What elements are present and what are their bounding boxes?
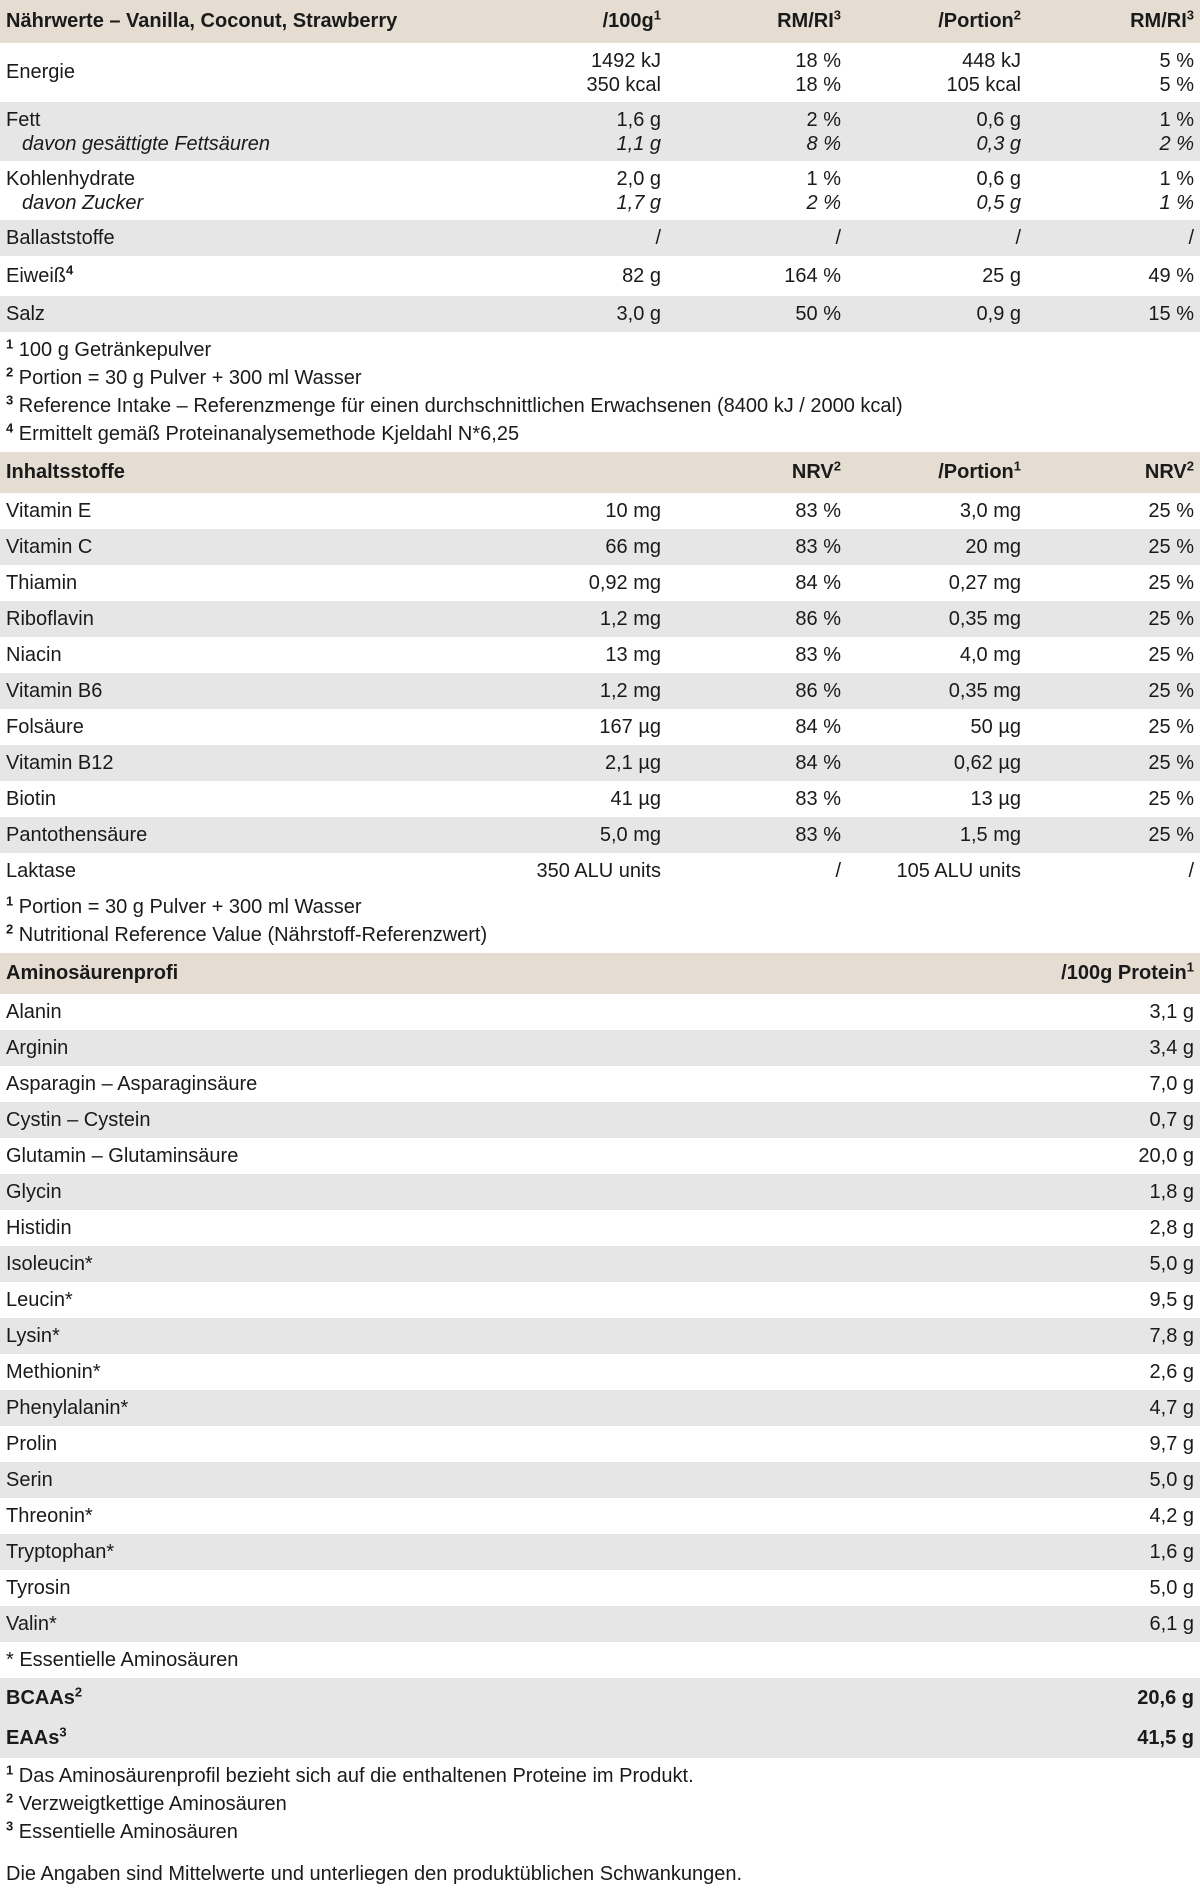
amino-row	[0, 994, 1200, 1030]
footnote: $^3$ Reference Intake – Referenzmenge für einen durchschnittlichen Erwachsenen (8400 kJ / 2000 kcal)	[6, 392, 903, 417]
amino-name: Threonin*	[0, 1498, 900, 1534]
disclaimer: Die Angaben sind Mittelwerte und unterliegen den produktüblichen Schwankungen.	[6, 1863, 743, 1885]
amino-name: Isoleucin*	[0, 1246, 900, 1282]
footnote: $^3$ Essentielle Aminosäuren	[6, 1818, 238, 1843]
amino-row	[0, 1426, 1200, 1462]
amino-row	[0, 1138, 1200, 1174]
ingredient-value: 25 %	[1027, 781, 1200, 817]
ingredient-name: Vitamin B12	[0, 745, 490, 781]
ingredient-value: 86 %	[667, 673, 847, 709]
ingredient-row	[0, 673, 1200, 709]
ingredient-value: 13 mg	[490, 637, 667, 673]
amino-value: 7,0 g	[900, 1066, 1200, 1102]
row-ballaststoffe: Ballaststoffe / / / /	[0, 220, 1200, 256]
ingredient-value: 1,2 mg	[490, 601, 667, 637]
amino-name: Glutamin – Glutaminsäure	[0, 1138, 900, 1174]
ingredients-footnotes	[0, 889, 1200, 953]
ingredient-value: 86 %	[667, 601, 847, 637]
ingredient-name: Niacin	[0, 637, 490, 673]
amino-name: Phenylalanin*	[0, 1390, 900, 1426]
footnote: $^2$ Nutritional Reference Value (Nährstoff-Referenzwert)	[6, 921, 488, 946]
amino-name: Lysin*	[0, 1318, 900, 1354]
amino-title: Aminosäurenprofi	[0, 953, 900, 994]
col-per-portion: /Portion$^2$	[847, 0, 1027, 43]
ingredient-value: 350 ALU units	[490, 853, 667, 889]
amino-name: Alanin	[0, 994, 900, 1030]
nutrition-header-row	[0, 0, 1200, 43]
amino-value: 9,7 g	[900, 1426, 1200, 1462]
footnote: $^2$ Verzweigtkettige Aminosäuren	[6, 1790, 287, 1815]
footnote: $^1$ Das Aminosäurenprofil bezieht sich auf die enthaltenen Proteine im Produkt.	[6, 1762, 694, 1787]
row-bcaa: BCAAs$^2$ 20,6 g	[0, 1678, 1200, 1718]
ingredient-value: 1,2 mg	[490, 673, 667, 709]
ingredient-value: 0,62 µg	[847, 745, 1027, 781]
ingredient-value: 13 µg	[847, 781, 1027, 817]
amino-name: Serin	[0, 1462, 900, 1498]
ingredient-value: 0,92 mg	[490, 565, 667, 601]
ingredient-row	[0, 565, 1200, 601]
ingredient-row	[0, 529, 1200, 565]
ingredient-value: 84 %	[667, 709, 847, 745]
ingredient-row	[0, 709, 1200, 745]
ingredients-body	[0, 493, 1200, 889]
ingredient-value: 25 %	[1027, 817, 1200, 853]
amino-value: 1,6 g	[900, 1534, 1200, 1570]
ingredient-row	[0, 745, 1200, 781]
ingredient-value: 0,35 mg	[847, 673, 1027, 709]
amino-row	[0, 1498, 1200, 1534]
ingredient-value: 2,1 µg	[490, 745, 667, 781]
ingredient-value: 167 µg	[490, 709, 667, 745]
ingredient-value: 0,27 mg	[847, 565, 1027, 601]
ingredient-value: /	[667, 853, 847, 889]
ingredient-name: Laktase	[0, 853, 490, 889]
row-eaa: EAAs$^3$ 41,5 g	[0, 1718, 1200, 1758]
amino-row	[0, 1354, 1200, 1390]
col-per100g: $/100g^1$	[490, 0, 667, 43]
amino-name: Tryptophan*	[0, 1534, 900, 1570]
row-kohlenhydrate: Kohlenhydrate davon Zucker 2,0 g 1,7 g 1 % 2 % 0,6 g 0,5 g 1 % 1 %	[0, 161, 1200, 220]
essential-note-row: * Essentielle Aminosäuren	[0, 1642, 1200, 1678]
amino-value: 2,6 g	[900, 1354, 1200, 1390]
ingredient-name: Pantothensäure	[0, 817, 490, 853]
amino-name: Prolin	[0, 1426, 900, 1462]
ingredient-value: 10 mg	[490, 493, 667, 529]
ingredients-table	[0, 452, 1200, 889]
amino-value: 3,4 g	[900, 1030, 1200, 1066]
ingredient-value: 50 µg	[847, 709, 1027, 745]
ingredient-row	[0, 817, 1200, 853]
ingredient-value: 3,0 mg	[847, 493, 1027, 529]
amino-name: Glycin	[0, 1174, 900, 1210]
ingredient-row	[0, 853, 1200, 889]
amino-value: 4,2 g	[900, 1498, 1200, 1534]
footnote: $^2$ Portion = 30 g Pulver + 300 ml Wasser	[6, 364, 362, 389]
ingredient-value: 25 %	[1027, 565, 1200, 601]
ingredient-value: 20 mg	[847, 529, 1027, 565]
ingredient-value: 25 %	[1027, 493, 1200, 529]
amino-value: 4,7 g	[900, 1390, 1200, 1426]
amino-value: 5,0 g	[900, 1246, 1200, 1282]
amino-body	[0, 994, 1200, 1642]
ingredient-value: 5,0 mg	[490, 817, 667, 853]
amino-header-row: Aminosäurenprofi /100g Protein$^1$	[0, 953, 1200, 994]
nutrition-footnotes	[0, 332, 1200, 452]
ingredients-title: Inhaltsstoffe	[0, 452, 490, 493]
amino-value: 9,5 g	[900, 1282, 1200, 1318]
row-salz: Salz 3,0 g 50 % 0,9 g 15 %	[0, 296, 1200, 332]
ingredient-value: 25 %	[1027, 637, 1200, 673]
ingredient-row	[0, 637, 1200, 673]
ingredient-value: 25 %	[1027, 601, 1200, 637]
row-label: Energie	[0, 43, 490, 102]
ingredient-value: 83 %	[667, 493, 847, 529]
amino-row	[0, 1318, 1200, 1354]
amino-row	[0, 1282, 1200, 1318]
amino-name: Cystin – Cystein	[0, 1102, 900, 1138]
amino-footnotes	[0, 1758, 1200, 1850]
ingredient-row	[0, 781, 1200, 817]
amino-row	[0, 1246, 1200, 1282]
ingredient-name: Vitamin E	[0, 493, 490, 529]
amino-value: 3,1 g	[900, 994, 1200, 1030]
nutrition-table	[0, 0, 1200, 332]
ingredient-value: 66 mg	[490, 529, 667, 565]
amino-name: Histidin	[0, 1210, 900, 1246]
ingredient-name: Folsäure	[0, 709, 490, 745]
ingredient-value: 25 %	[1027, 745, 1200, 781]
amino-value: 1,8 g	[900, 1174, 1200, 1210]
amino-row	[0, 1174, 1200, 1210]
amino-value: 5,0 g	[900, 1570, 1200, 1606]
ingredient-value: 83 %	[667, 781, 847, 817]
ingredient-row	[0, 493, 1200, 529]
amino-row	[0, 1390, 1200, 1426]
ingredient-value: 25 %	[1027, 529, 1200, 565]
amino-value: 7,8 g	[900, 1318, 1200, 1354]
ingredient-row	[0, 601, 1200, 637]
amino-value: 6,1 g	[900, 1606, 1200, 1642]
ingredient-name: Vitamin C	[0, 529, 490, 565]
ingredient-value: 25 %	[1027, 709, 1200, 745]
ingredients-header-row: Inhaltsstoffe NRV$^2$ /Portion$^1$ NRV$^2$	[0, 452, 1200, 493]
ingredient-name: Riboflavin	[0, 601, 490, 637]
ingredient-value: 83 %	[667, 529, 847, 565]
amino-table	[0, 953, 1200, 1758]
amino-row	[0, 1210, 1200, 1246]
footnote: $^4$ Ermittelt gemäß Proteinanalysemethode Kjeldahl N*6,25	[6, 420, 520, 445]
amino-name: Arginin	[0, 1030, 900, 1066]
row-eiweiss: Eiweiß$^4$ 82 g 164 % 25 g 49 %	[0, 256, 1200, 296]
ingredient-value: 84 %	[667, 745, 847, 781]
ingredient-name: Vitamin B6	[0, 673, 490, 709]
ingredient-value: 4,0 mg	[847, 637, 1027, 673]
ingredient-value: 1,5 mg	[847, 817, 1027, 853]
ingredient-value: 41 µg	[490, 781, 667, 817]
amino-name: Leucin*	[0, 1282, 900, 1318]
footnote: $^1$ 100 g Getränkepulver	[6, 336, 212, 361]
ingredient-value: 105 ALU units	[847, 853, 1027, 889]
ingredient-name: Thiamin	[0, 565, 490, 601]
row-fett: Fett davon gesättigte Fettsäuren 1,6 g 1,1 g 2 % 8 % 0,6 g 0,3 g 1 % 2 %	[0, 102, 1200, 161]
nutrition-title: Nährwerte – Vanilla, Coconut, Strawberry	[0, 0, 490, 43]
ingredient-value: 25 %	[1027, 673, 1200, 709]
ingredient-value: 83 %	[667, 637, 847, 673]
amino-row	[0, 1570, 1200, 1606]
amino-name: Asparagin – Asparaginsäure	[0, 1066, 900, 1102]
footnote: $^1$ Portion = 30 g Pulver + 300 ml Wasser	[6, 893, 362, 918]
amino-value: 5,0 g	[900, 1462, 1200, 1498]
col-ri-100g: $RM/RI^3$	[667, 0, 847, 43]
ingredient-value: 83 %	[667, 817, 847, 853]
amino-name: Valin*	[0, 1606, 900, 1642]
amino-row	[0, 1606, 1200, 1642]
amino-value: 20,0 g	[900, 1138, 1200, 1174]
amino-value: 0,7 g	[900, 1102, 1200, 1138]
ingredient-value: 0,35 mg	[847, 601, 1027, 637]
ingredient-name: Biotin	[0, 781, 490, 817]
ingredient-value: /	[1027, 853, 1200, 889]
amino-value: 2,8 g	[900, 1210, 1200, 1246]
amino-row	[0, 1534, 1200, 1570]
amino-name: Methionin*	[0, 1354, 900, 1390]
amino-name: Tyrosin	[0, 1570, 900, 1606]
amino-row	[0, 1102, 1200, 1138]
row-energie: Energie 1492 kJ 350 kcal 18 % 18 % 448 kJ 105 kcal 5 % 5 %	[0, 43, 1200, 102]
amino-row	[0, 1030, 1200, 1066]
col-ri-portion: $RM/RI^3$	[1027, 0, 1200, 43]
amino-row	[0, 1462, 1200, 1498]
amino-row	[0, 1066, 1200, 1102]
ingredient-value: 84 %	[667, 565, 847, 601]
